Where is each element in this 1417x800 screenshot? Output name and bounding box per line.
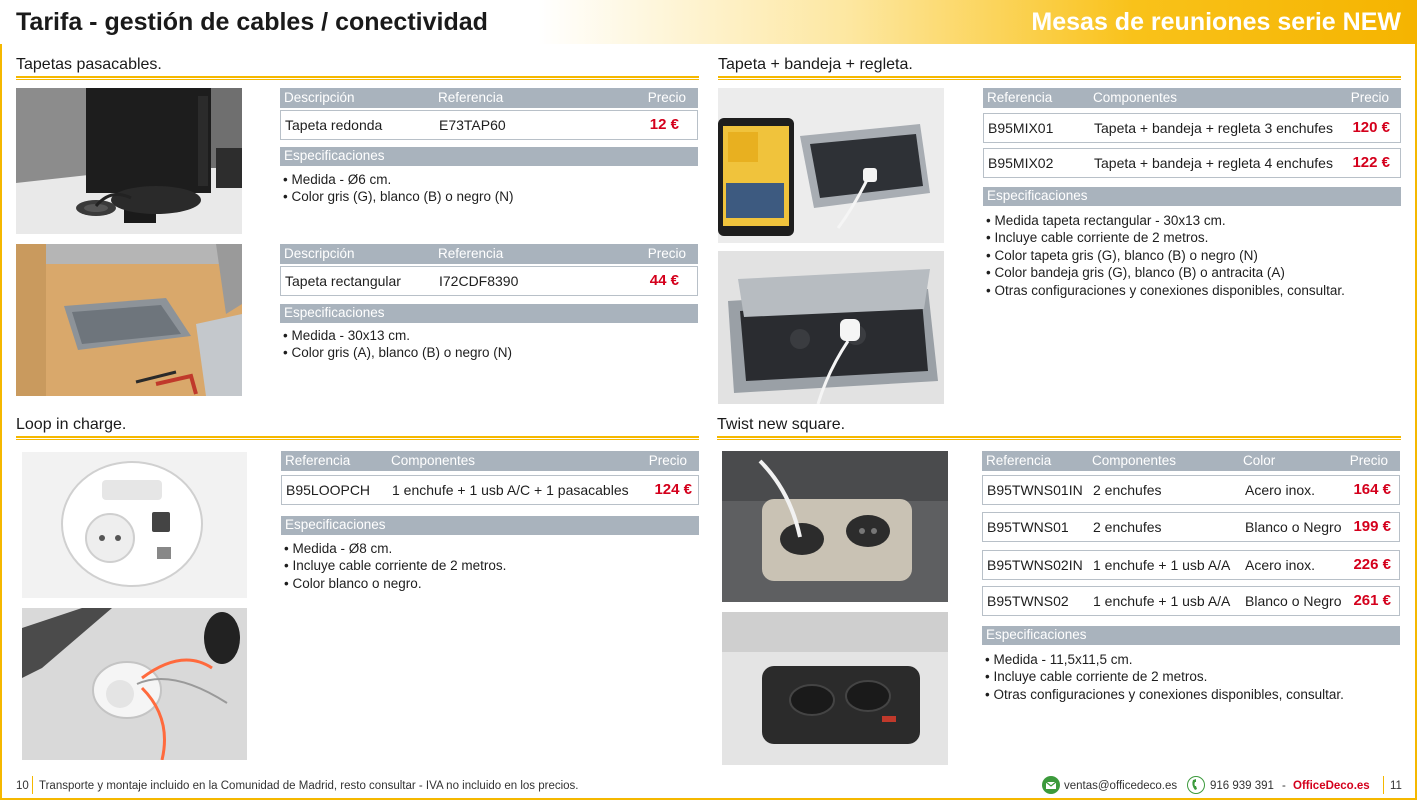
footer-divider <box>1383 776 1384 794</box>
table-header-tapeta-rectangular <box>280 244 698 264</box>
col-precio: Precio <box>1349 453 1388 468</box>
photo-loop-charge <box>22 452 247 598</box>
col-precio: Precio <box>647 246 686 261</box>
table-header-tapeta-redonda <box>280 88 698 108</box>
page-number-left: 10 <box>16 780 29 792</box>
col-descripcion: Descripción <box>284 90 355 105</box>
cell-color: Blanco o Negro <box>1245 519 1342 535</box>
cell-color: Acero inox. <box>1245 557 1316 573</box>
specs-list-twist <box>985 651 1344 703</box>
cell-componentes: 2 enchufes <box>1093 519 1162 535</box>
cell-precio: 164 € <box>1353 481 1391 498</box>
cell-precio: 124 € <box>654 481 692 498</box>
col-componentes: Componentes <box>391 453 476 468</box>
page-footer <box>0 772 1417 800</box>
specs-header <box>280 147 698 166</box>
specs-header <box>983 187 1401 206</box>
col-referencia: Referencia <box>987 90 1053 105</box>
col-precio: Precio <box>647 90 686 105</box>
col-referencia: Referencia <box>285 453 351 468</box>
table-row <box>280 110 698 140</box>
col-color: Color <box>1243 453 1276 468</box>
spec-item: • Otras configuraciones y conexiones disponibles, consultar. <box>986 282 1345 299</box>
spec-item: • Medida - Ø8 cm. <box>284 540 506 557</box>
cell-precio: 122 € <box>1352 154 1390 171</box>
cell-componentes: 2 enchufes <box>1093 482 1162 498</box>
spec-item: • Color tapeta gris (G), blanco (B) o negro (N) <box>986 247 1345 264</box>
email-icon <box>1042 776 1060 794</box>
table-row <box>982 475 1400 505</box>
cell-referencia: B95MIX02 <box>988 155 1054 171</box>
cell-referencia: I72CDF8390 <box>439 273 519 289</box>
cell-precio: 199 € <box>1353 518 1391 535</box>
spec-item: • Otras configuraciones y conexiones disponibles, consultar. <box>985 686 1344 703</box>
section-rule <box>16 76 699 80</box>
table-row <box>982 550 1400 580</box>
table-row <box>982 586 1400 616</box>
page-title: Tarifa - gestión de cables / conectividad <box>16 8 488 36</box>
cell-referencia: E73TAP60 <box>439 117 506 133</box>
cell-precio: 226 € <box>1353 556 1391 573</box>
table-row <box>983 148 1401 178</box>
section-title-loop: Loop in charge. <box>16 416 127 433</box>
photo-bandeja-tablet <box>718 88 944 243</box>
cell-componentes: Tapeta + bandeja + regleta 3 enchufes <box>1094 120 1333 136</box>
photo-tapeta-rectangular <box>16 244 242 396</box>
col-componentes: Componentes <box>1093 90 1178 105</box>
specs-title: Especificaciones <box>284 305 385 320</box>
cell-componentes: 1 enchufe + 1 usb A/A <box>1093 557 1231 573</box>
col-precio: Precio <box>1350 90 1389 105</box>
table-header-bandeja <box>983 88 1401 108</box>
photo-bandeja-regleta <box>718 251 944 404</box>
cell-referencia: B95TWNS02 <box>987 593 1069 609</box>
spec-item: • Medida tapeta rectangular - 30x13 cm. <box>986 212 1345 229</box>
photo-loop-desk <box>22 608 247 760</box>
photo-twist-inox <box>722 451 948 602</box>
col-precio: Precio <box>648 453 687 468</box>
footer-brand[interactable]: OfficeDeco.es <box>1293 780 1370 792</box>
specs-title: Especificaciones <box>284 148 385 163</box>
col-referencia: Referencia <box>438 90 504 105</box>
table-row <box>982 512 1400 542</box>
spec-item: • Color gris (A), blanco (B) o negro (N) <box>283 344 512 361</box>
cell-precio: 120 € <box>1352 119 1390 136</box>
cell-precio: 44 € <box>649 272 679 289</box>
series-title: Mesas de reuniones serie NEW <box>1031 8 1401 36</box>
col-componentes: Componentes <box>1092 453 1177 468</box>
section-title-tapetas: Tapetas pasacables. <box>16 56 162 73</box>
table-row <box>280 266 698 296</box>
col-referencia: Referencia <box>986 453 1052 468</box>
section-rule <box>718 76 1401 80</box>
phone-icon <box>1187 776 1205 794</box>
page-number-right: 11 <box>1390 780 1402 792</box>
specs-title: Especificaciones <box>987 188 1088 203</box>
cell-componentes: 1 enchufe + 1 usb A/C + 1 pasacables <box>392 482 629 498</box>
section-title-bandeja: Tapeta + bandeja + regleta. <box>718 56 913 73</box>
page-header <box>0 0 1417 44</box>
footer-phone: 916 939 391 <box>1210 780 1274 792</box>
footer-divider <box>32 776 33 794</box>
specs-title: Especificaciones <box>986 627 1087 642</box>
footer-email[interactable]: ventas@officedeco.es <box>1064 780 1178 792</box>
spec-item: • Incluye cable corriente de 2 metros. <box>985 668 1344 685</box>
cell-referencia: B95TWNS02IN <box>987 557 1083 573</box>
spec-item: • Incluye cable corriente de 2 metros. <box>986 229 1345 246</box>
cell-color: Acero inox. <box>1245 482 1316 498</box>
spec-item: • Color bandeja gris (G), blanco (B) o antracita (A) <box>986 264 1345 281</box>
cell-referencia: B95TWNS01 <box>987 519 1069 535</box>
section-title-twist: Twist new square. <box>717 416 846 433</box>
cell-descripcion: Tapeta redonda <box>285 117 383 133</box>
cell-precio: 261 € <box>1353 592 1391 609</box>
specs-list-tapeta-redonda <box>283 171 514 206</box>
spec-item: • Medida - Ø6 cm. <box>283 171 514 188</box>
section-rule <box>717 436 1401 440</box>
cell-componentes: Tapeta + bandeja + regleta 4 enchufes <box>1094 155 1333 171</box>
cell-precio: 12 € <box>649 116 679 133</box>
specs-list-tapeta-rectangular <box>283 327 512 362</box>
footer-note: Transporte y montaje incluido en la Comunidad de Madrid, resto consultar - IVA no incluido en los precios. <box>39 780 579 792</box>
cell-descripcion: Tapeta rectangular <box>285 273 401 289</box>
specs-list-loop <box>284 540 506 592</box>
table-row <box>281 475 699 505</box>
spec-item: • Color gris (G), blanco (B) o negro (N) <box>283 188 514 205</box>
specs-list-bandeja <box>986 212 1345 299</box>
cell-referencia: B95TWNS01IN <box>987 482 1083 498</box>
spec-item: • Medida - 11,5x11,5 cm. <box>985 651 1344 668</box>
cell-componentes: 1 enchufe + 1 usb A/A <box>1093 593 1231 609</box>
specs-header <box>280 304 698 323</box>
cell-referencia: B95LOOPCH <box>286 482 371 498</box>
photo-twist-negro <box>722 612 948 765</box>
specs-header <box>982 626 1400 645</box>
spec-item: • Medida - 30x13 cm. <box>283 327 512 344</box>
specs-header <box>281 516 699 535</box>
table-header-loop <box>281 451 699 471</box>
col-descripcion: Descripción <box>284 246 355 261</box>
table-row <box>983 113 1401 143</box>
table-header-twist <box>982 451 1400 471</box>
specs-title: Especificaciones <box>285 517 386 532</box>
footer-separator: - <box>1282 780 1286 792</box>
photo-tapeta-redonda <box>16 88 242 234</box>
cell-color: Blanco o Negro <box>1245 593 1342 609</box>
section-rule <box>16 436 699 440</box>
spec-item: • Color blanco o negro. <box>284 575 506 592</box>
spec-item: • Incluye cable corriente de 2 metros. <box>284 557 506 574</box>
cell-referencia: B95MIX01 <box>988 120 1054 136</box>
col-referencia: Referencia <box>438 246 504 261</box>
